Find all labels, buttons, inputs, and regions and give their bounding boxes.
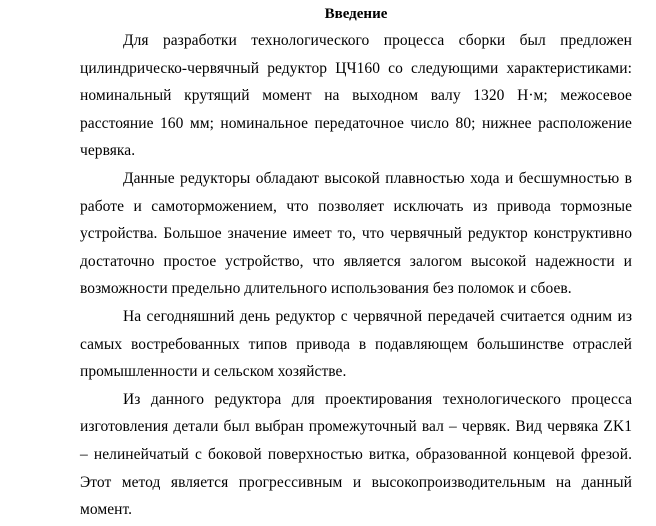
paragraph-4: Из данного редуктора для проектирования технологического процесса изготовления детали был выбран промежуточный вал – червяк. Вид червяка ZK1 – нелинейчатый с боковой поверхностью витка, образованной концевой фрезой. Этот метод является прогрессивным и высокопроизводительным на данный момент. bbox=[80, 390, 632, 519]
document-page bbox=[80, 0, 632, 524]
paragraph-1: Для разработки технологического процесса сборки был предложен цилиндрическо-червячный редуктор ЦЧ160 со следующими характеристиками: номинальный крутящий момент на выходном валу 1320 Н·м; межосевое расстояние 160 мм; номинальное передаточное число 80; нижнее расположение червяка. bbox=[80, 32, 632, 160]
paragraph-2: Данные редукторы обладают высокой плавностью хода и бесшумностью в работе и самоторможением, что позволяет исключать из привода тормозные устройства. Большое значение имеет то, что червячный редуктор конструктивно достаточно простое устройство, что является залогом высокой надежности и возможности предельно длительного использования без поломок и сбоев. bbox=[80, 169, 632, 298]
section-title: Введение bbox=[324, 6, 388, 22]
paragraph-3: На сегодняшний день редуктор с червячной передачей считается одним из самых востребованных типов привода в подавляющем большинстве отраслей промышленности и сельском хозяйстве. bbox=[80, 307, 632, 381]
